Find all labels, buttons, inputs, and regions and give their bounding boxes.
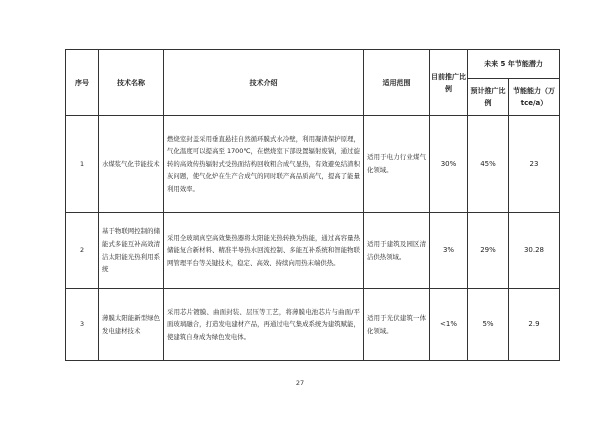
cell-capacity: 23	[509, 116, 560, 213]
cell-index: 3	[66, 289, 99, 361]
page-number: 27	[295, 379, 305, 387]
cell-index: 2	[66, 213, 99, 289]
cell-capacity: 2.9	[509, 289, 560, 361]
cell-expected-ratio: 5%	[468, 289, 509, 361]
technology-table	[65, 49, 560, 361]
header-index: 序号	[66, 50, 99, 116]
cell-expected-ratio: 29%	[468, 213, 509, 289]
cell-current-ratio: <1%	[430, 289, 468, 361]
table-row	[66, 213, 560, 289]
header-future-group: 未来 5 年节能潜力	[468, 50, 560, 79]
cell-intro: 采用芯片镀膜、曲面封装、层压等工艺，将薄膜电池芯片与曲面/平面玻璃融合，打造发电建材产品，再通过电气集成系统为建筑赋能，使建筑自身成为绿色发电体。	[164, 289, 364, 361]
cell-current-ratio: 3%	[430, 213, 468, 289]
header-scope: 适用范围	[364, 50, 430, 116]
header-name: 技术名称	[99, 50, 164, 116]
cell-capacity: 30.28	[509, 213, 560, 289]
table-row	[66, 289, 560, 361]
header-expected-ratio: 预计推广比例	[468, 79, 509, 116]
cell-scope: 适用于电力行业煤气化领域。	[364, 116, 430, 213]
cell-scope: 适用于建筑及园区清洁供热领域。	[364, 213, 430, 289]
cell-name: 薄膜太阳能新型绿色发电建材技术	[99, 289, 164, 361]
cell-intro: 燃烧室封盖采用垂直悬挂自然循环膜式水冷壁，利用凝渣保护原理，气化温度可以提高至 1700℃，在燃烧室下部设置辐射废锅，通过旋转的高效传热辐射式受热面结构回收粗合成气显热，有效避免结渣积灰问题，使气化炉在生产合成气的同时联产高品质高气，提高了能量利用效率。	[164, 116, 364, 213]
header-capacity: 节能能力（万 tce/a）	[509, 79, 560, 116]
cell-intro: 采用全玻璃真空高效集热器将太阳能光热转换为热能，通过高容量热储能复合新材料、精准半导热水回流控制、多能互补系统和智能物联网管理平台等关键技术，稳定、高效、持续向用热末端供热。	[164, 213, 364, 289]
cell-name: 水煤浆气化节能技术	[99, 116, 164, 213]
table-row	[66, 116, 560, 213]
cell-index: 1	[66, 116, 99, 213]
cell-current-ratio: 30%	[430, 116, 468, 213]
cell-scope: 适用于光伏建筑一体化领域。	[364, 289, 430, 361]
header-current-ratio: 目前推广比例	[430, 50, 468, 116]
cell-expected-ratio: 45%	[468, 116, 509, 213]
header-intro: 技术介绍	[164, 50, 364, 116]
cell-name: 基于物联网控制的储能式多能互补高效清洁太阳能光热利用系统	[99, 213, 164, 289]
